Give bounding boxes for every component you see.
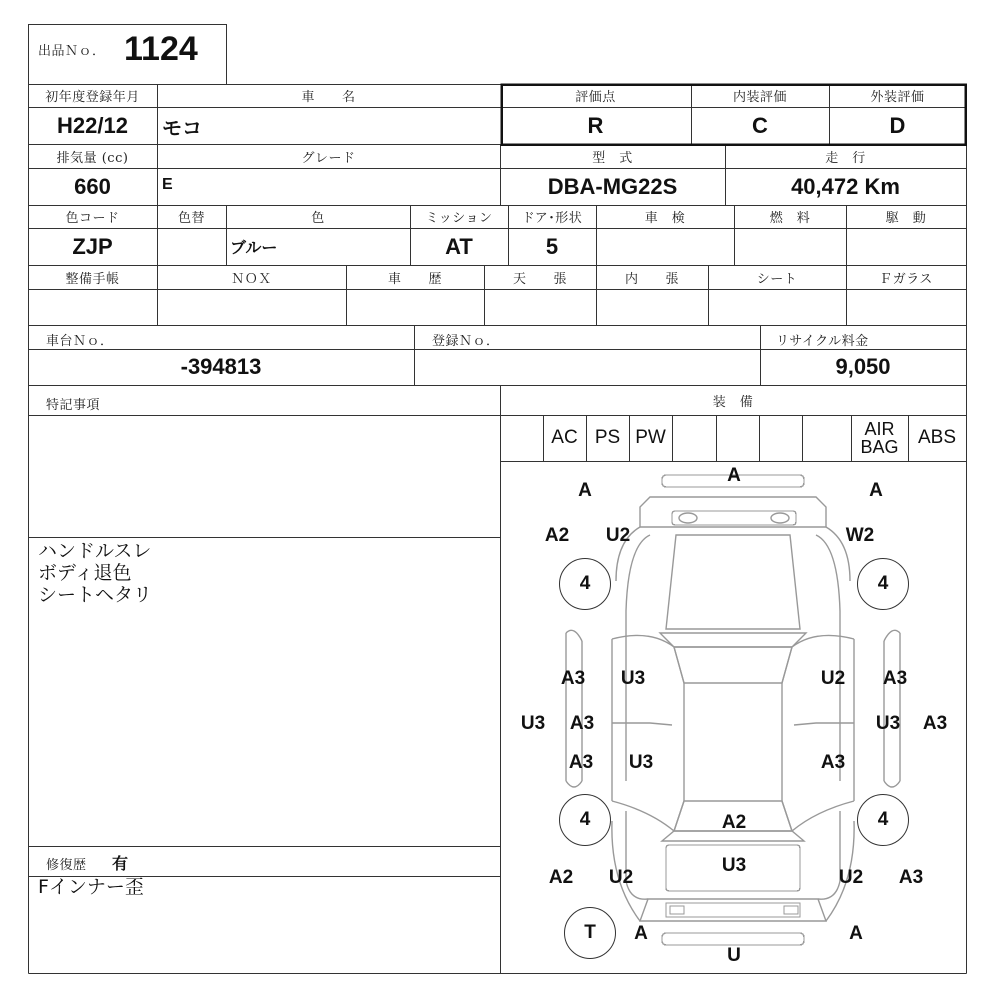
drive-label: 駆 動 xyxy=(885,211,927,226)
chassis-label: 車台Ｎｏ． xyxy=(46,334,114,349)
damage-mark: A3 xyxy=(898,867,924,888)
damage-mark: A3 xyxy=(820,752,846,773)
damage-mark: A xyxy=(578,480,592,501)
damage-mark: A xyxy=(727,465,741,486)
damage-mark: W2 xyxy=(845,525,875,546)
damage-mark: A3 xyxy=(569,713,595,734)
headliner-label: 天 張 xyxy=(512,271,567,287)
transmission-label: ミッション xyxy=(425,211,493,226)
interior-value: C xyxy=(752,112,768,138)
damage-mark: U3 xyxy=(520,713,546,734)
first-reg-value: H22/12 xyxy=(57,112,128,138)
color-label: 色 xyxy=(311,211,325,226)
mileage-label: 走 行 xyxy=(825,150,866,166)
tire-rear-right: 4 xyxy=(857,794,909,846)
notes-line: ハンドルスレ xyxy=(38,540,152,562)
interior-label: 内装評価 xyxy=(732,90,787,105)
seat-label: シート xyxy=(756,271,798,287)
notes-line: シートヘタリ xyxy=(38,584,153,606)
color-value: ブルー xyxy=(230,238,278,257)
damage-mark: U3 xyxy=(721,855,747,876)
damage-mark: A2 xyxy=(548,867,574,888)
equipment-airbag: AIR BAG xyxy=(860,419,899,457)
score-label: 評価点 xyxy=(575,90,616,105)
color-code-label: 色コード xyxy=(65,211,120,226)
damage-mark: U3 xyxy=(620,668,646,689)
lot-number: 1124 xyxy=(124,30,198,68)
notes-list xyxy=(38,540,152,606)
repair-label: 修復歴 xyxy=(46,858,87,873)
damage-mark: U2 xyxy=(605,525,631,546)
model-label: 型 式 xyxy=(592,150,633,166)
notes-line: ボディ退色 xyxy=(38,562,132,584)
exterior-value: D xyxy=(889,112,906,138)
displacement-label: 排気量 (cc) xyxy=(56,150,129,166)
damage-mark: A3 xyxy=(568,752,594,773)
repair-value: 有 xyxy=(112,854,129,873)
fglass-label: Ｆガラス xyxy=(879,271,933,287)
damage-mark: A xyxy=(634,923,648,944)
interior-trim-label: 内 張 xyxy=(624,271,679,287)
recycle-value: 9,050 xyxy=(835,354,891,379)
damage-mark: U3 xyxy=(628,752,654,773)
tire-spare: T xyxy=(564,907,616,959)
doors-value: 5 xyxy=(545,233,559,259)
nox-label: ＮＯＸ xyxy=(231,271,272,287)
damage-mark: A3 xyxy=(922,713,948,734)
damage-mark: A xyxy=(869,480,883,501)
damage-mark: U2 xyxy=(608,867,634,888)
history-label: 車 歴 xyxy=(387,271,442,287)
lot-label: 出品Ｎｏ． xyxy=(38,44,106,59)
repair-note: Fインナー歪 xyxy=(38,876,144,898)
exterior-label: 外装評価 xyxy=(870,90,925,105)
transmission-value: AT xyxy=(445,233,473,259)
first-reg-label: 初年度登録年月 xyxy=(45,90,140,105)
service-label: 整備手帳 xyxy=(65,271,120,287)
damage-mark: U3 xyxy=(875,713,901,734)
grade-value: E xyxy=(162,176,173,193)
reg-no-label: 登録Ｎｏ． xyxy=(432,334,500,349)
equipment-label: 装 備 xyxy=(712,394,754,410)
damage-mark: A2 xyxy=(721,812,747,833)
damage-mark: A2 xyxy=(544,525,570,546)
color-code-value: ZJP xyxy=(72,233,113,259)
equipment-ps: PS xyxy=(594,427,621,448)
damage-mark: U xyxy=(727,945,741,966)
equipment-ac: AC xyxy=(551,427,578,448)
model-value: DBA-MG22S xyxy=(547,173,678,199)
fuel-label: 燃 料 xyxy=(769,211,811,226)
grade-label: グレード xyxy=(301,150,356,166)
mileage-value: 40,472 Km xyxy=(791,173,900,199)
car-name-value: モコ xyxy=(162,116,202,140)
damage-mark: A3 xyxy=(560,668,586,689)
repaint-label: 色替 xyxy=(177,211,205,226)
damage-mark: U2 xyxy=(838,867,864,888)
equipment-pw: PW xyxy=(635,427,666,448)
inspection-label: 車 検 xyxy=(644,211,686,226)
recycle-label: リサイクル料金 xyxy=(776,334,869,349)
damage-mark: U2 xyxy=(820,668,846,689)
damage-mark: A xyxy=(849,923,863,944)
tire-front-left: 4 xyxy=(559,558,611,610)
damage-mark: A3 xyxy=(882,668,908,689)
doors-label: ドア･形状 xyxy=(521,211,583,226)
displacement-value: 660 xyxy=(74,173,111,199)
notes-label: 特記事項 xyxy=(46,398,101,413)
tire-rear-left: 4 xyxy=(559,794,611,846)
score-value: R xyxy=(587,112,604,138)
chassis-value: -394813 xyxy=(180,354,262,379)
car-name-label: 車 名 xyxy=(301,90,356,105)
equipment-abs: ABS xyxy=(917,427,957,448)
tire-front-right: 4 xyxy=(857,558,909,610)
